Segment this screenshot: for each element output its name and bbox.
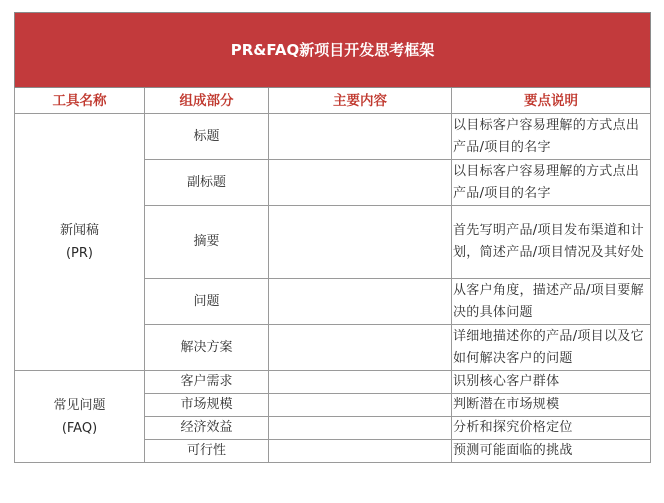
component-cell: 摘要: [145, 206, 269, 279]
tool-name: 常见问题: [53, 397, 106, 413]
component-cell: 可行性: [145, 440, 269, 463]
tool-cell-faq: [15, 371, 145, 463]
content-cell[interactable]: [269, 279, 452, 325]
point-cell: 以目标客户容易理解的方式点出产品/项目的名字: [452, 160, 651, 206]
point-cell: 详细地描述你的产品/项目以及它如何解决客户的问题: [452, 325, 651, 371]
tool-name: 新闻稿: [59, 223, 99, 238]
content-cell[interactable]: [269, 371, 452, 394]
content-cell[interactable]: [269, 206, 452, 279]
content-cell[interactable]: [269, 417, 452, 440]
table-row: [15, 114, 651, 160]
point-cell: 首先写明产品/项目发布渠道和计划，简述产品/项目情况及其好处: [452, 206, 651, 279]
point-cell: 判断潜在市场规模: [452, 394, 651, 417]
point-cell: 分析和探究价格定位: [452, 417, 651, 440]
header-key-points: 要点说明: [452, 88, 651, 114]
framework-table: [14, 12, 651, 463]
table-title: PR&FAQ新项目开发思考框架: [15, 13, 651, 88]
table-row: [15, 371, 651, 394]
point-cell: 从客户角度，描述产品/项目要解决的具体问题: [452, 279, 651, 325]
component-cell: 副标题: [145, 160, 269, 206]
component-cell: 经济效益: [145, 417, 269, 440]
header-row: [15, 88, 651, 114]
point-cell: 以目标客户容易理解的方式点出产品/项目的名字: [452, 114, 651, 160]
component-cell: 客户需求: [145, 371, 269, 394]
framework-table-container: [14, 12, 650, 488]
tool-cell-pr: [15, 114, 145, 371]
header-tool-name: 工具名称: [15, 88, 145, 114]
header-main-content: 主要内容: [269, 88, 452, 114]
component-cell: 问题: [145, 279, 269, 325]
point-cell: 识别核心客户群体: [452, 371, 651, 394]
content-cell[interactable]: [269, 325, 452, 371]
content-cell[interactable]: [269, 394, 452, 417]
tool-abbr: (PR): [65, 246, 93, 261]
tool-abbr: (FAQ): [61, 420, 98, 436]
component-cell: 标题: [145, 114, 269, 160]
content-cell[interactable]: [269, 440, 452, 463]
header-component: 组成部分: [145, 88, 269, 114]
component-cell: 市场规模: [145, 394, 269, 417]
content-cell[interactable]: [269, 114, 452, 160]
component-cell: 解决方案: [145, 325, 269, 371]
point-cell: 预测可能面临的挑战: [452, 440, 651, 463]
title-row: [15, 13, 651, 88]
content-cell[interactable]: [269, 160, 452, 206]
